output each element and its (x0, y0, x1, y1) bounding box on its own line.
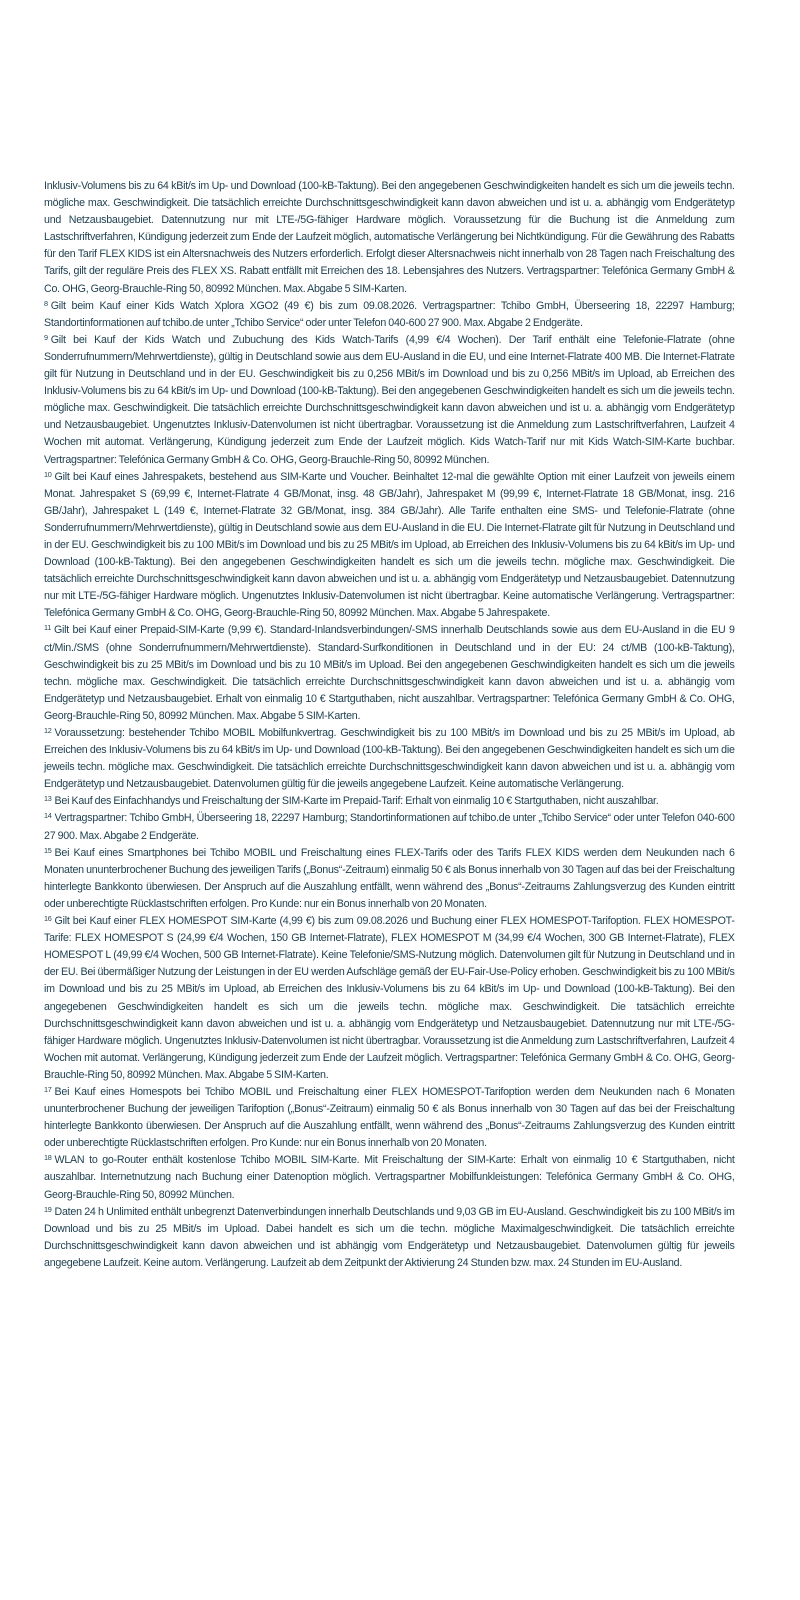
footnote-13 (44, 793, 735, 810)
footnote-marker: 11 (44, 623, 52, 633)
footnote-text: Gilt bei Kauf einer Prepaid-SIM-Karte (9,99 €). Standard-Inlandsverbindungen/-SMS innerhalb Deutschlands sowie aus dem EU-Ausland in die EU 9 ct/Min./SMS (ohne Sonderrufnummern/Mehrwertdienste). Standard-Surfkonditionen in Deutschland und in der EU: 24 ct/MB (100-kB-Taktung), Geschwindigkeit bis zu 25 MBit/s im Download und bis zu 10 MBit/s im Upload. Bei den angegebenen Geschwindigkeiten handelt es sich um die jeweils techn. mögliche max. Geschwindigkeit. Die tatsächlich erreichte Durchschnittsgeschwindigkeit kann davon abweichen und ist u. a. abhängig vom Endgerätetyp und Netzausbaugebiet. Erhalt von einmalig 10 € Startguthaben, nicht auszahlbar. Vertragspartner: Telefónica Germany GmbH & Co. OHG, Georg-Brauchle-Ring 50, 80992 München. Max. Abgabe 5 SIM-Karten. (44, 624, 735, 722)
footnote-text: Bei Kauf des Einfachhandys und Freischaltung der SIM-Karte im Prepaid-Tarif: Erhalt von einmalig 10 € Startguthaben, nicht auszahlbar. (54, 795, 659, 808)
footnote-marker: 18 (44, 1153, 52, 1163)
footnote-text: Bei Kauf eines Smartphones bei Tchibo MOBIL und Freischaltung eines FLEX-Tarifs oder des Tarifs FLEX KIDS werden dem Neukunden nach 6 Monaten ununterbrochener Buchung des jeweiligen Tarifs („Bonus“-Zeitraum) einmalig 50 € als Bonus innerhalb von 30 Tagen auf das bei der Freischaltung hinterlegte Bankkonto überwiesen. Der Anspruch auf die Auszahlung entfällt, wenn während des „Bonus“-Zeitraums Zahlungsverzug des Kunden eintritt oder unberechtigte Rücklastschriften erfolgen. Pro Kunde: nur ein Bonus innerhalb von 20 Monaten. (44, 846, 735, 910)
footnote-text: Vertragspartner: Tchibo GmbH, Überseering 18, 22297 Hamburg; Standortinformationen auf tchibo.de unter „Tchibo Service“ oder unter Telefon 040-600 27 900. Max. Abgabe 2 Endgeräte. (44, 812, 735, 842)
footnote-10 (44, 469, 735, 623)
footnote-continuation (44, 178, 735, 298)
footnote-17 (44, 1084, 735, 1152)
footnote-marker: 19 (44, 1204, 52, 1214)
footnote-marker: 8 (44, 298, 48, 308)
footnote-marker: 15 (44, 845, 52, 855)
footnote-18 (44, 1152, 735, 1203)
footnote-text: Gilt bei Kauf eines Jahrespakets, bestehend aus SIM-Karte und Voucher. Beinhaltet 12-mal die gewählte Option mit einer Laufzeit von jeweils einem Monat. Jahrespaket S (69,99 €, Internet-Flatrate 4 GB/Monat, insg. 48 GB/Jahr), Jahrespaket M (99,99 €, Internet-Flatrate 18 GB/Monat, insg. 216 GB/Jahr), Jahrespaket L (149 €, Internet-Flatrate 32 GB/Monat, insg. 384 GB/Jahr). Alle Tarife enthalten eine SMS- und Telefonie-Flatrate (ohne Sonderrufnummern/Mehrwertdienste), gültig in Deutschland sowie aus dem EU-Ausland in die EU. Die Internet-Flatrate gilt für Nutzung in Deutschland und in der EU. Geschwindigkeit bis zu 100 MBit/s im Download und bis zu 25 MBit/s im Upload, ab Erreichen des Inklusiv-Volumens bis zu 64 kBit/s im Up- und Download (100-kB-Taktung). Bei den angegebenen Geschwindigkeiten handelt es sich um die jeweils techn. mögliche max. Geschwindigkeit. Die tatsächlich erreichte Durchschnittsgeschwindigkeit kann davon abweichen und ist u. a. abhängig vom Endgerätetyp und Netzausbaugebiet. Datennutzung nur mit LTE-/5G-fähiger Hardware möglich. Ungenutztes Inklusiv-Datenvolumen ist nicht übertragbar. Keine automatische Verlängerung. Vertragspartner: Telefónica Germany GmbH & Co. OHG, Georg-Brauchle-Ring 50, 80992 München. Max. Abgabe 5 Jahrespakete. (44, 470, 735, 620)
footnote-8 (44, 298, 735, 332)
footnotes-section (44, 178, 735, 1272)
footnote-text: Bei Kauf eines Homespots bei Tchibo MOBIL und Freischaltung einer FLEX HOMESPOT-Tarifoption werden dem Neukunden nach 6 Monaten ununterbrochener Buchung der jeweiligen Tarifoption („Bonus“-Zeitraum) einmalig 50 € als Bonus innerhalb von 30 Tagen auf das bei der Freischaltung hinterlegte Bankkonto überwiesen. Der Anspruch auf die Auszahlung entfällt, wenn während des „Bonus“-Zeitraums Zahlungsverzug des Kunden eintritt oder unberechtigte Rücklastschriften erfolgen. Pro Kunde: nur ein Bonus innerhalb von 20 Monaten. (44, 1085, 735, 1150)
footnote-12 (44, 725, 735, 793)
footnote-15 (44, 845, 735, 913)
footnote-marker: 16 (44, 914, 52, 924)
footnote-14 (44, 810, 735, 844)
footnote-text: Gilt bei Kauf der Kids Watch und Zubuchung des Kids Watch-Tarifs (4,99 €/4 Wochen). Der Tarif enthält eine Telefonie-Flatrate (ohne Sonderrufnummern/Mehrwertdienste), gültig in Deutschland sowie aus dem EU-Ausland in die EU, und eine Internet-Flatrate 400 MB. Die Internet-Flatrate gilt für Nutzung in Deutschland und in der EU. Geschwindigkeit bis zu 0,256 MBit/s im Download und bis zu 0,256 MBit/s im Upload, ab Erreichen des Inklusiv-Volumens bis zu 64 kBit/s im Up- und Download (100-kB-Taktung). Bei den angegebenen Geschwindigkeiten handelt es sich um die jeweils techn. mögliche max. Geschwindigkeit. Die tatsächlich erreichte Durchschnittsgeschwindigkeit kann davon abweichen und ist u. a. abhängig vom Endgerätetyp und Netzausbaugebiet. Ungenutztes Inklusiv-Datenvolumen ist nicht übertragbar. Voraussetzung ist die Anmeldung zum Lastschriftverfahren, Laufzeit 4 Wochen mit automat. Verlängerung, Kündigung jederzeit zum Ende der Laufzeit möglich. Kids Watch-Tarif nur mit Kids Watch-SIM-Karte buchbar. Vertragspartner: Telefónica Germany GmbH & Co. OHG, Georg-Brauchle-Ring 50, 80992 München. (44, 333, 735, 466)
footnote-text: WLAN to go-Router enthält kostenlose Tchibo MOBIL SIM-Karte. Mit Freischaltung der SIM-Karte: Erhalt von einmalig 10 € Startguthaben, nicht auszahlbar. Internetnutzung nach Buchung einer Datenoption möglich. Vertragspartner Mobilfunkleistungen: Telefónica Germany GmbH & Co. OHG, Georg-Brauchle-Ring 50, 80992 München. (44, 1154, 735, 1201)
footnote-marker: 12 (44, 726, 52, 735)
footnote-marker: 9 (44, 332, 48, 342)
footnote-text: Daten 24 h Unlimited enthält unbegrenzt Datenverbindungen innerhalb Deutschlands und 9,03 GB im EU-Ausland. Geschwindigkeit bis zu 100 MBit/s im Download und bis zu 25 MBit/s im Upload. Dabei handelt es sich um die techn. mögliche Maximalgeschwindigkeit. Die tatsächlich erreichte Durchschnittsgeschwindigkeit kann davon abweichen und ist abhängig vom Endgerätetyp und Netzausbaugebiet. Datenvolumen gültig für jeweils angegebene Laufzeit. Keine autom. Verlängerung. Laufzeit ab dem Zeitpunkt der Aktivierung 24 Stunden bzw. max. 24 Stunden im EU-Ausland. (44, 1205, 735, 1269)
footnote-text: Inklusiv-Volumens bis zu 64 kBit/s im Up- und Download (100-kB-Taktung). Bei den angegebenen Geschwindigkeiten handelt es sich um die jeweils techn. mögliche max. Geschwindigkeit. Die tatsächlich erreichte Durchschnittsgeschwindigkeit kann davon abweichen und ist u. a. abhängig vom Endgerätetyp und Netzausbaugebiet. Datennutzung nur mit LTE-/5G-fähiger Hardware möglich. Voraussetzung für die Buchung ist die Anmeldung zum Lastschriftverfahren, Kündigung jederzeit zum Ende der Laufzeit möglich, automatische Verlängerung bei Nichtkündigung. Für die Gewährung des Rabatts für den Tarif FLEX KIDS ist ein Altersnachweis des Nutzers erforderlich. Erfolgt dieser Altersnachweis nicht innerhalb von 28 Tagen nach Freischaltung des Tarifs, gilt der reguläre Preis des FLEX XS. Rabatt entfällt mit Erreichen des 18. Lebensjahres des Nutzers. Vertragspartner: Telefónica Germany GmbH & Co. OHG, Georg-Brauchle-Ring 50, 80992 München. Max. Abgabe 5 SIM-Karten. (44, 180, 735, 295)
footnote-text: Gilt beim Kauf einer Kids Watch Xplora XGO2 (49 €) bis zum 09.08.2026. Vertragspartner: Tchibo GmbH, Überseering 18, 22297 Hamburg; Standortinformationen auf tchibo.de unter „Tchibo Service“ oder unter Telefon 040-600 27 900. Max. Abgabe 2 Endgeräte. (44, 299, 735, 329)
footnote-marker: 14 (44, 811, 52, 821)
footnote-marker: 10 (44, 469, 52, 479)
footnote-16 (44, 913, 735, 1084)
footnote-marker: 13 (44, 794, 52, 804)
footnote-19 (44, 1204, 735, 1272)
footnote-text: Voraussetzung: bestehender Tchibo MOBIL Mobilfunkvertrag. Geschwindigkeit bis zu 100 MBit/s im Download und bis zu 25 MBit/s im Upload, ab Erreichen des Inklusiv-Volumens bis zu 64 kBit/s im Up- und Download (100-kB-Taktung). Bei den angegebenen Geschwindigkeiten handelt es sich um die jeweils techn. mögliche max. Geschwindigkeit. Die tatsächlich erreichte Durchschnittsgeschwindigkeit kann davon abweichen und ist u. a. abhängig vom Endgerätetyp und Netzausbaugebiet. Datenvolumen gültig für die jeweils angegebene Laufzeit. Keine automatische Verlängerung. (44, 727, 735, 791)
footnote-11 (44, 622, 735, 725)
footnote-9 (44, 332, 735, 469)
footnote-marker: 17 (44, 1084, 52, 1094)
footnote-text: Gilt bei Kauf einer FLEX HOMESPOT SIM-Karte (4,99 €) bis zum 09.08.2026 und Buchung einer FLEX HOMESPOT-Tarifoption. FLEX HOMESPOT-Tarife: FLEX HOMESPOT S (24,99 €/4 Wochen, 150 GB Internet-Flatrate), FLEX HOMESPOT M (34,99 €/4 Wochen, 300 GB Internet-Flatrate), FLEX HOMESPOT L (49,99 €/4 Wochen, 500 GB Internet-Flatrate). Keine Telefonie/SMS-Nutzung möglich. Datenvolumen gilt für Nutzung in Deutschland und in der EU. Bei übermäßiger Nutzung der Leistungen in der EU werden Aufschläge gemäß der EU-Fair-Use-Policy erhoben. Geschwindigkeit bis zu 100 MBit/s im Download und bis zu 25 MBit/s im Upload, ab Erreichen des Inklusiv-Volumens bis zu 64 kBit/s im Up- und Download (100-kB-Taktung). Bei den angegebenen Geschwindigkeiten handelt es sich um die jeweils techn. mögliche max. Geschwindigkeit. Die tatsächlich erreichte Durchschnittsgeschwindigkeit kann davon abweichen und ist u. a. abhängig vom Endgerätetyp und Netzausbaugebiet. Datennutzung nur mit LTE-/5G-fähiger Hardware möglich. Ungenutztes Inklusiv-Datenvolumen ist nicht übertragbar. Voraussetzung ist die Anmeldung zum Lastschriftverfahren, Laufzeit 4 Wochen mit automat. Verlängerung, Kündigung jederzeit zum Ende der Laufzeit möglich. Vertragspartner: Telefónica Germany GmbH & Co. OHG, Georg-Brauchle-Ring 50, 80992 München. Max. Abgabe 5 SIM-Karten. (44, 915, 735, 1081)
